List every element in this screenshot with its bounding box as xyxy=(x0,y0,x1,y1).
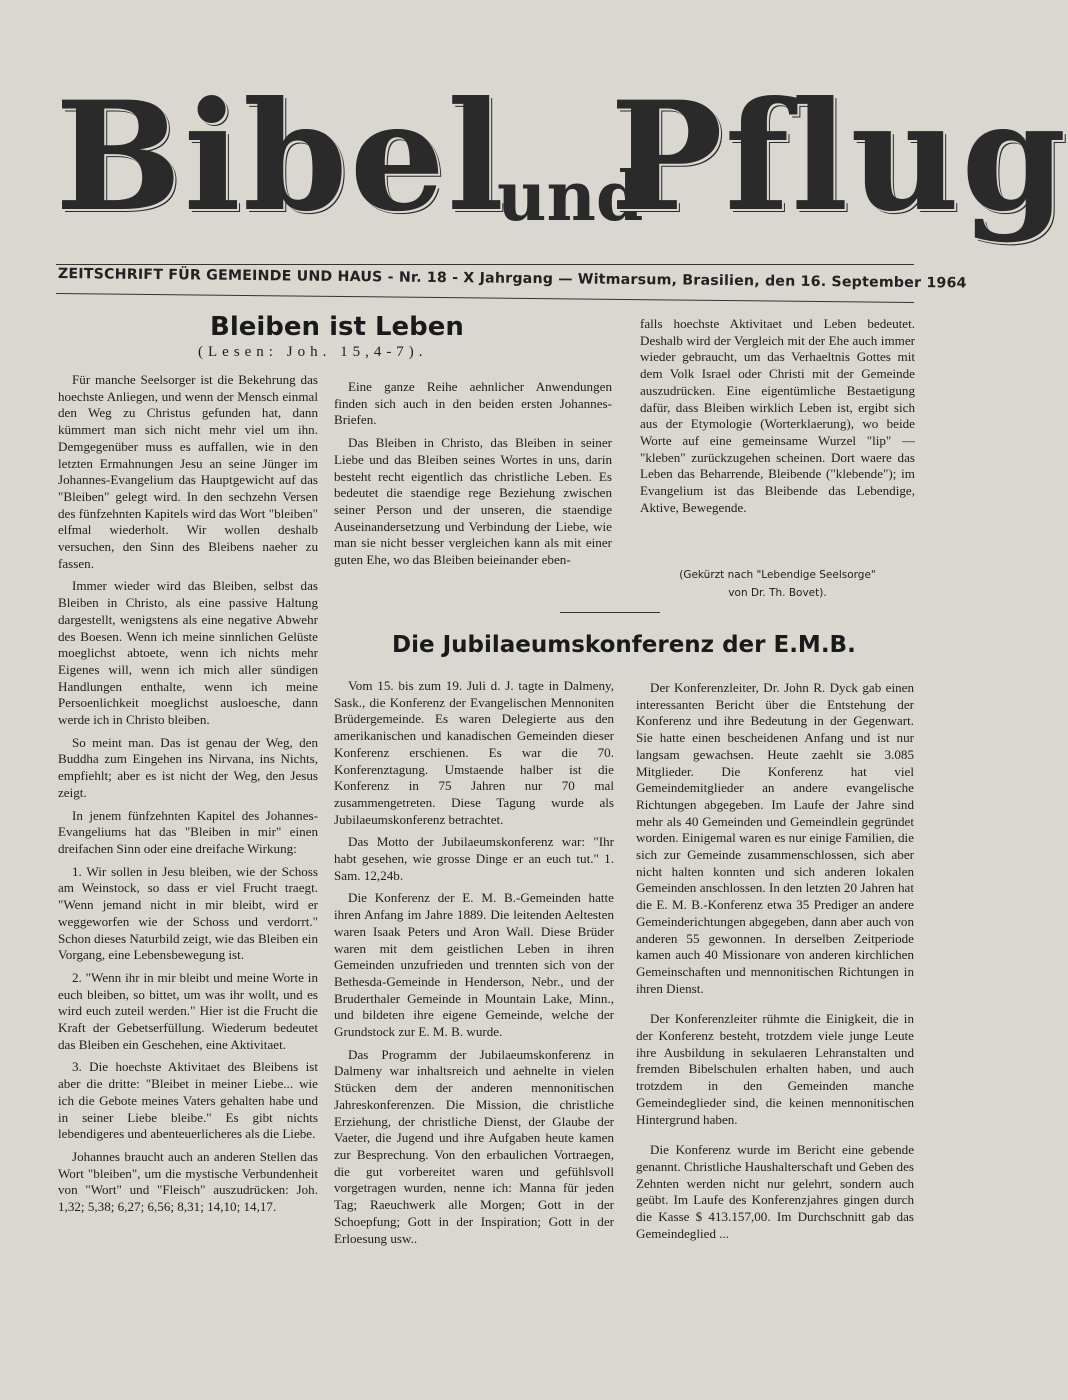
article2-column-2 xyxy=(636,680,914,1249)
paragraph: In jenem fünfzehnten Kapitel des Johannes-Evangeliums hat das "Bleiben in mir" einen dreifachen Sinn oder eine dreifache Wirkung: xyxy=(58,807,318,856)
paragraph: 1. Wir sollen in Jesu bleiben, wie der Schoss am Weinstock, so dass er viel Frucht traegt. "Wenn jemand nicht in mir bleibt, wird er weggeworfen wie der Schoss und verdorrt." Schon dieses Naturbild zeigt, wie das Bleiben ein Vorgang, eine Lebensbewegung ist. xyxy=(58,863,318,963)
masthead-subtitle: ZEITSCHRIFT FÜR GEMEINDE UND HAUS - Nr. 18 - X Jahrgang — Witmarsum, Brasilien, den 16. September 1964 xyxy=(57,266,967,292)
article1-column-3 xyxy=(640,316,915,522)
paragraph: Die Konferenz der E. M. B.-Gemeinden hatte ihren Anfang im Jahre 1889. Die leitenden Aeltesten waren Isaak Peters und Aron Wall. Diese Brüder waren mit dem geistlichen Leben in ihren Gemeinden unzufrieden und trennten sich von der Bethesda-Gemeinde in Henderson, Nebr., und der Bruderthaler Gemeinde in Mountain Lake, Minn., und bildeten ihre eigene Gemeinde, welche der Grundstock zur E. M. B. wurde. xyxy=(334,890,614,1040)
masthead-rule-top xyxy=(56,264,914,265)
masthead-title-bibel: Bibel xyxy=(55,69,507,245)
masthead-title-und: und xyxy=(497,157,644,237)
paragraph: 2. "Wenn ihr in mir bleibt und meine Worte in euch bleiben, so bittet, um was ihr wollt, und es wird euch zuteil werden." Hier ist die Frucht die Kraft der Gebetserfüllung. Wiederum bedeutet das Bleiben ein Geschehen, eine Aktivitaet. xyxy=(58,969,318,1052)
paragraph: Immer wieder wird das Bleiben, selbst das Bleiben in Christo, als eine passive Haltung dargestellt, wenigstens als eine negative Abwehr des Boesen. Wenn ich meine sinnlichen Gelüste moeglichst abtoete, wenn ich nichts mehr Eigenes will, wenn ich mich aller sündigen Handlungen enthalte, wenn ich meine Persoenlichkeit moeglichst ausloesche, dann werde ich in Christo bleiben. xyxy=(58,578,318,728)
paragraph: Johannes braucht auch an anderen Stellen das Wort "bleiben", um die mystische Verbundenheit von "Wort" und "Fleisch" auszudrücken: Joh. 1,32; 5,38; 6,27; 6,56; 8,31; 14,10; 14,17. xyxy=(58,1148,318,1215)
paragraph: Das Programm der Jubilaeumskonferenz in Dalmeny war inhaltsreich und aehnelte in vielen Stücken dem der anderen mennonitischen Jahreskonferenzen. Die Mission, die christliche Erziehung, der christliche Dienst, der Glaube der Vaeter, die Jugend und ihre Aufgaben heute kamen zur Besprechung. Von den erbaulichen Vortraegen, die gut vorbereitet waren und gefühlsvoll vorgetragen wurden, nenne ich: Manna für jeden Tag; Raeuchwerk alle Morgen; Gott in der Schoepfung; Gott in der Inspiration; Gott in der Erloesung usw.. xyxy=(334,1046,614,1246)
masthead xyxy=(55,62,1068,267)
article-reference: (Lesen: Joh. 15,4-7). xyxy=(198,344,428,360)
paragraph: Das Motto der Jubilaeumskonferenz war: "Ihr habt gesehen, wie grosse Dinge er an euch tut." 1. Sam. 12,24b. xyxy=(334,834,614,883)
masthead-rule-bottom xyxy=(56,293,914,303)
article1-column-2 xyxy=(334,379,612,575)
article1-column-1 xyxy=(58,372,318,1222)
paragraph: Der Konferenzleiter, Dr. John R. Dyck gab einen interessanten Bericht über die Entstehung der Konferenz und ihre Bedeutung in der Gegenwart. Sie hatte einen bescheidenen Anfang und ist nur langsam gewachsen. Heute zaehlt sie 3.085 Mitglieder. Die Konferenz hat viel Gemeindemitglieder an andere evangelische Richtungen abgegeben. Im Laufe der Jahre sind mehr als 40 Gemeinden und Gemeindlein gegründet worden. Einigemal waren es nur einige Familien, die sich zur Gemeinde zusammenschlossen, sich aber nicht halten konnten und sich anderen lokalen Gemeinden anschlossen. In den letzten 20 Jahren hat die E. M. B.-Konferenz etwa 35 Prediger an andere Gemeinderichtungen abgegeben, dann aber auch von anderen 55 gewonnen. In derselben Zeitperiode kamen auch 40 Missionare von anderen kirchlichen Gemeinschaften und mennonitischen Richtungen in ihren Dienst. xyxy=(636,680,914,996)
masthead-title-pflug: Pflug xyxy=(610,69,1068,245)
paragraph: So meint man. Das ist genau der Weg, den Buddha zum Eingehen ins Nirvana, ins Nichts, empfiehlt; aber es ist nicht der Weg, den Jesus zeigt. xyxy=(58,734,318,800)
article-title-jubilaeumskonferenz: Die Jubilaeumskonferenz der E.M.B. xyxy=(392,632,856,658)
article2-column-1 xyxy=(334,678,614,1253)
article-divider xyxy=(560,612,660,613)
paragraph: Die Konferenz wurde im Bericht eine gebende genannt. Christliche Haushalterschaft und Geben des Zehnten werden nicht nur gelehrt, sondern auch geübt. Im Laufe des Konferenzjahres gingen durch die Kasse $ 413.157,00. Im Durchschnitt gab das Gemeindeglied ... xyxy=(636,1142,914,1241)
paragraph: Eine ganze Reihe aehnlicher Anwendungen finden sich auch in den beiden ersten Johannes-Briefen. xyxy=(334,379,612,428)
paragraph: 3. Die hoechste Aktivitaet des Bleibens ist aber die dritte: "Bleibet in meiner Liebe... wie ich die Gebote meines Vaters gehalten habe und in seiner Liebe bleibe." Es gibt nichts lebendigeres und abenteuerlicheres als die Liebe. xyxy=(58,1059,318,1142)
paragraph: Für manche Seelsorger ist die Bekehrung das hoechste Anliegen, und wenn der Mensch einmal den Weg zu Christus gefunden hat, dann kümmert man sich nicht mehr viel um ihn. Demgegenüber muss es auffallen, wie in den letzten Ermahnungen Jesu an seine Jünger im Johannes-Evangelium das Hauptgewicht auf das "Bleiben" gelegt wird. In den sechzehn Versen des fünfzehnten Kapitels wird das Wort "bleiben" elfmal wiederholt. Wir wollen deshalb versuchen, den Sinn des Bleibens naeher zu fassen. xyxy=(58,372,318,571)
paragraph: Der Konferenzleiter rühmte die Einigkeit, die in der Konferenz besteht, trotzdem viele junge Leute ihre Ausbildung in sekulaeren Lehranstalten und fremden Bibelschulen erhalten haben, und auch trotzdem in den Gemeinden manche Gemeindeglieder sind, die keinen mennonitischen Hintergrund haben. xyxy=(636,1011,914,1127)
paragraph: Das Bleiben in Christo, das Bleiben in seiner Liebe und das Bleiben seines Wortes in uns, darin besteht recht eigentlich das christliche Leben. Es bedeutet die staendige rege Beziehung zwischen seiner Person und der unseren, die staendige Auseinandersetzung und Verbindung der Liebe, wie man sie nicht besser vergleichen kann als mit einer guten Ehe, wo das Bleiben beieinander eben- xyxy=(334,435,612,568)
paragraph: Vom 15. bis zum 19. Juli d. J. tagte in Dalmeny, Sask., die Konferenz der Evangelischen Mennoniten Brüdergemeinde. Es waren Delegierte aus den amerikanischen und kanadischen Gemeinden dieser Konferenz erschienen. Es war die 70. Konferenztagung. Umstaende halber ist die Konferenz in 75 Jahren nur 70 mal zusammengetreten. Diese Tagung wurde als Jubilaeumskonferenz betrachtet. xyxy=(334,678,614,827)
paragraph: falls hoechste Aktivitaet und Leben bedeutet. Deshalb wird der Vergleich mit der Ehe auch immer wieder gebraucht, um das Verhaeltnis Gottes mit dem Volk Israel oder Christi mit der Gemeinde auszudrücken. Eine eigentümliche Bestaetigung dafür, dass Bleiben wirklich Leben ist, ergibt sich aus der Etymologie (Worterklaerung), wo beide Worte auf eine gemeinsame Wurzel "lip" — "kleben" zurückzugehen scheinen. Dort waere das Leben das Beharrende, Bleibende ("klebende"); im Evangelium ist das Bleibende das Lebendige, Aktive, Bewegende. xyxy=(640,316,915,515)
article1-credit: (Gekürzt nach "Lebendige Seelsorge" von Dr. Th. Bovet). xyxy=(679,569,876,599)
article-title-bleiben: Bleiben ist Leben xyxy=(210,312,464,342)
